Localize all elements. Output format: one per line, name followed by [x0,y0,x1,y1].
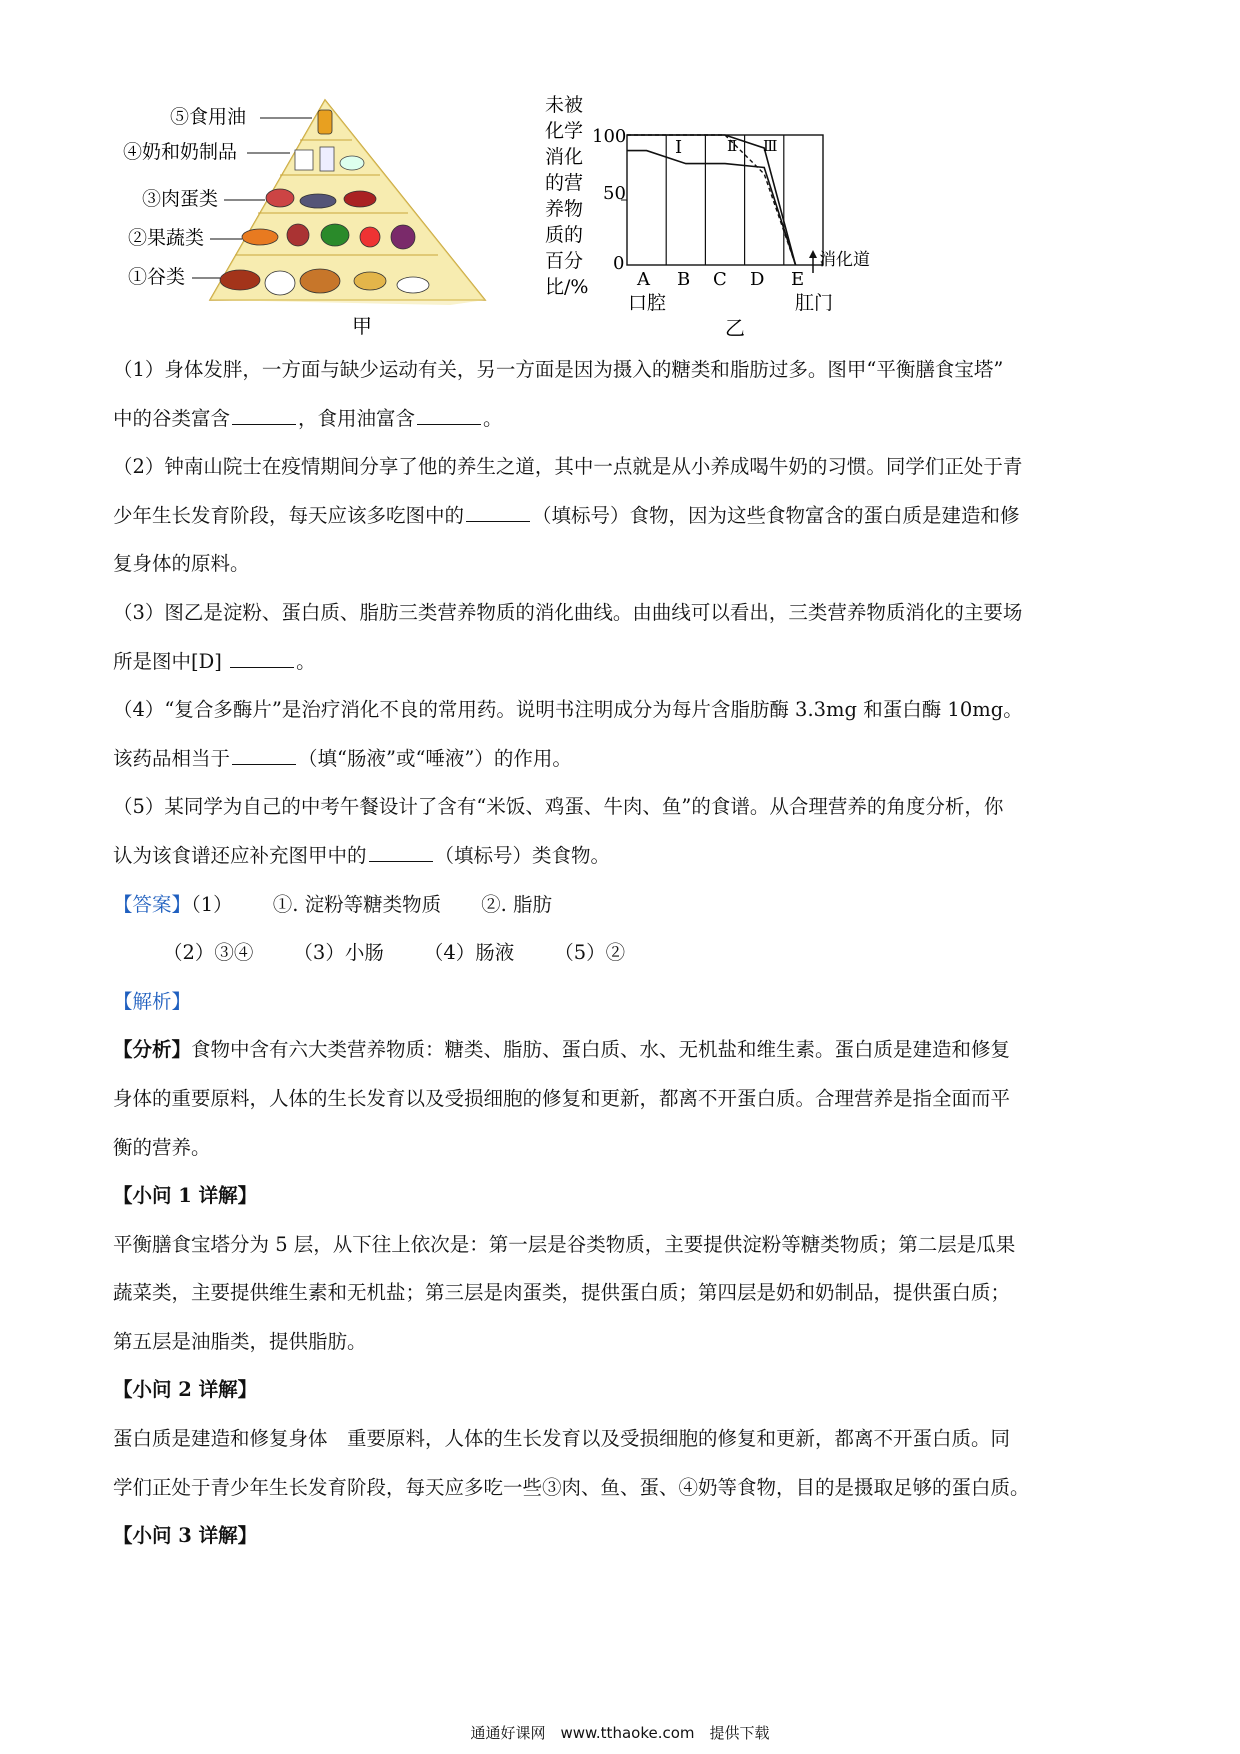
detail-2-line-1: 蛋白质是建造和修复身体 重要原料，人体的生长发育以及受损细胞的修复和更新，都离不开蛋白质。同 [113,1427,1011,1451]
sub-question-1-heading: 【小问 1 详解】 [113,1184,258,1208]
question-2-line-3: 复身体的原料。 [113,552,250,576]
svg-text:质的: 质的 [545,224,584,246]
svg-text:化学: 化学 [545,120,584,142]
layer-5-label: ⑤食用油 [170,106,247,128]
x-tick-D: D [750,269,765,290]
svg-text:百分: 百分 [545,250,584,272]
question-1-line-2: 中的谷类富含 ，食用油富含 。 [113,395,1133,444]
question-2-line-2: 少年生长发育阶段，每天应该多吃图中的 （填标号）食物，因为这些食物富含的蛋白质是建造和修 [113,492,1133,541]
y-axis-label [545,95,588,298]
x-tick-C: C [713,269,727,290]
question-2-line-1: （2）钟南山院士在疫情期间分享了他的养生之道，其中一点就是从小养成喝牛奶的习惯。同学们正处于青 [113,455,1023,479]
svg-text:养物: 养物 [545,198,584,220]
arrow-up-icon [809,250,817,258]
x-tick-B: B [677,269,691,290]
answer-blank [369,841,433,862]
anus-label: 肛门 [795,292,834,314]
answer-line-1: 【答案】（1） ①. 淀粉等糖类物质 ②. 脂肪 [113,892,552,916]
question-4-line-2: 该药品相当于 （填“肠液”或“唾液”）的作用。 [113,735,1133,784]
y-tick-0: 0 [613,253,625,274]
figure-jia-caption: 甲 [352,314,372,338]
detail-1-line-3: 第五层是油脂类，提供脂肪。 [113,1329,367,1353]
figure-yi-caption: 乙 [725,316,745,340]
analysis-line-2: 身体的重要原料，人体的生长发育以及受损细胞的修复和更新，都离不开蛋白质。合理营养是指全面而平 [113,1086,1011,1110]
question-3-line-1: （3）图乙是淀粉、蛋白质、脂肪三类营养物质的消化曲线。由曲线可以看出，三类营养物质消化的主要场 [113,600,1023,624]
svg-text:的营: 的营 [545,172,584,194]
curve-label-2: Ⅱ [727,137,738,155]
answer-tag: 【答案】 [113,892,192,916]
y-tick-100: 100 [592,126,627,147]
question-1-line-1: （1）身体发胖，一方面与缺少运动有关，另一方面是因为摄入的糖类和脂肪过多。图甲“平衡膳食宝塔” [113,358,1004,381]
chart-plot-area [621,135,823,265]
svg-text:消化: 消化 [545,146,584,168]
question-5-line-2: 认为该食谱还应补充图甲中的 （填标号）类食物。 [113,832,1133,881]
detail-1-line-1: 平衡膳食宝塔分为 5 层，从下往上依次是：第一层是谷类物质，主要提供淀粉等糖类物质；第二层是瓜果 [113,1232,1016,1256]
question-4-line-1: （4）“复合多酶片”是治疗消化不良的常用药。说明书注明成分为每片含脂肪酶 3.3mg 和蛋白酶 10mg。 [113,698,1023,722]
x-tick-A: A [637,269,650,290]
oil-bottle-icon [318,110,332,134]
layer-3-label: ③肉蛋类 [142,188,219,210]
detail-1-line-2: 蔬菜类，主要提供维生素和无机盐；第三层是肉蛋类，提供蛋白质；第四层是奶和奶制品，提供蛋白质； [113,1281,1011,1305]
segment-labels [636,269,804,290]
analysis-line-3: 衡的营养。 [113,1135,211,1159]
sub-question-2-heading: 【小问 2 详解】 [113,1378,258,1402]
digestion-curve-chart [545,95,965,385]
x-axis-name: 消化道 [819,250,870,270]
question-5-line-1: （5）某同学为自己的中考午餐设计了含有“米饭、鸡蛋、牛肉、鱼”的食谱。从合理营养的角度分析，你 [113,795,1004,819]
answer-blank [232,744,296,765]
answer-blank [417,404,481,425]
page-footer: 通通好课网 www.tthaoke.com 提供下载 [470,1724,770,1742]
analysis-tag: 【解析】 [113,989,192,1013]
curve-label-1: Ⅰ [675,137,683,158]
answer-line-2: （2）③④ （3）小肠 （4）肠液 （5）② [163,941,626,965]
layer-4-label: ④奶和奶制品 [123,141,238,163]
layer-1-label: ①谷类 [128,266,186,288]
layer-2-label: ②果蔬类 [128,227,205,249]
curve-label-3: Ⅲ [763,137,778,155]
sub-question-3-heading: 【小问 3 详解】 [113,1524,258,1548]
food-pyramid-figure [120,95,540,375]
analysis-line-1: 【分析】食物中含有六大类营养物质：糖类、脂肪、蛋白质、水、无机盐和维生素。蛋白质是建造和修复 [113,1038,1011,1062]
answer-blank [230,647,294,668]
answer-blank [232,404,296,425]
answer-blank [466,501,530,522]
mouth-label: 口腔 [628,292,667,314]
detail-2-line-2: 学们正处于青少年生长发育阶段，每天应多吃一些③肉、鱼、蛋、④奶等食物，目的是摄取足够的蛋白质。 [113,1475,1030,1499]
x-tick-E: E [791,269,805,290]
questions-section [113,346,1133,1561]
y-tick-50: 50 [603,183,626,204]
svg-text:未被: 未被 [545,95,584,116]
svg-text:比/%: 比/% [545,276,589,298]
question-3-line-2: 所是图中[D] 。 [113,638,1133,687]
